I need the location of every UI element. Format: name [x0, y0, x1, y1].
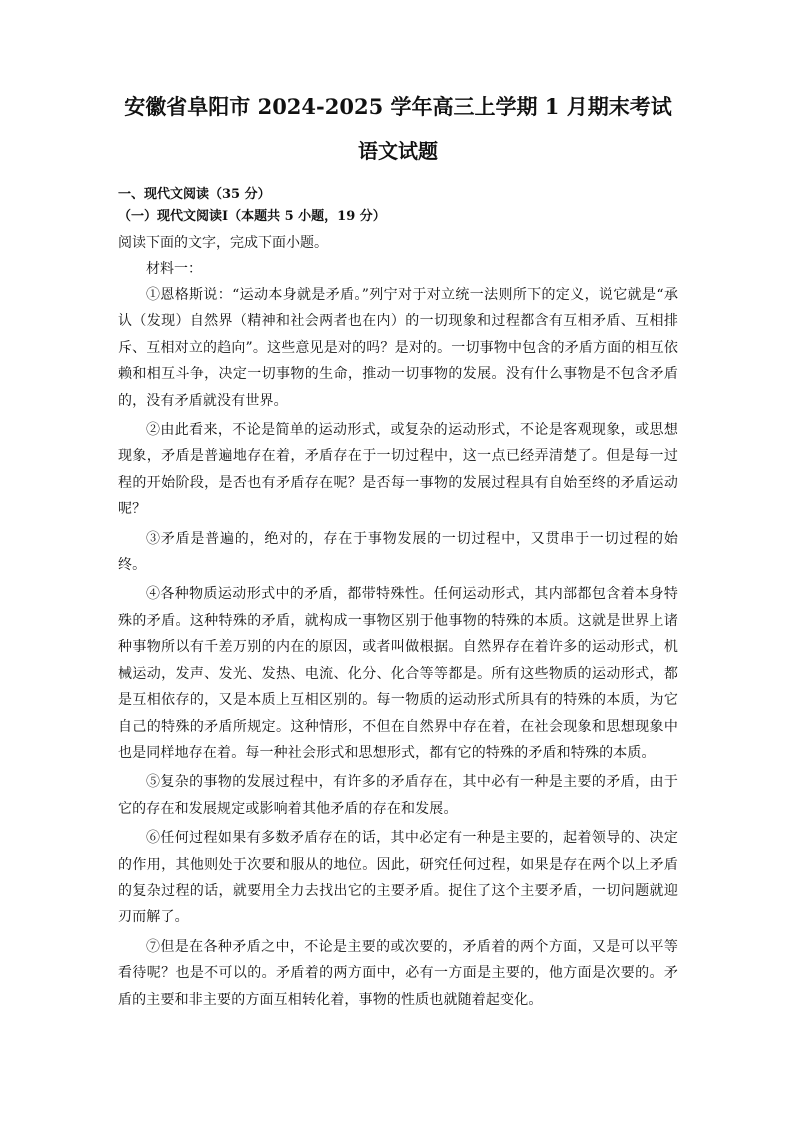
- subsection-heading: （一）现代文阅读Ⅰ（本题共 5 小题，19 分）: [118, 209, 386, 224]
- exam-subtitle: 语文试题: [358, 139, 438, 163]
- exam-page: [118, 92, 678, 1016]
- paragraph-1: ①恩格斯说：“运动本身就是矛盾。”列宁对于对立统一法则所下的定义，说它就是“承认（发现）自然界（精神和社会两者也在内）的一切现象和过程都含有互相矛盾、互相排斥、互相对立的趋向”。这些意见是对的吗？是对的。一切事物中包含的矛盾方面的相互依赖和相互斗争，决定一切事物的生命，推动一切事物的发展。没有什么事物是不包含矛盾的，没有矛盾就没有世界。: [118, 287, 678, 409]
- paragraph-3: ③矛盾是普遍的，绝对的，存在于事物发展的一切过程中，又贯串于一切过程的始终。: [118, 530, 678, 574]
- paragraph-2: ②由此看来，不论是简单的运动形式，或复杂的运动形式，不论是客观现象，或思想现象，矛盾是普遍地存在着，矛盾存在于一切过程中，这一点已经弄清楚了。但是每一过程的开始阶段，是否也有矛盾存在呢？是否每一事物的发展过程具有自始至终的矛盾运动呢？: [118, 422, 678, 518]
- reading-instruction: 阅读下面的文字，完成下面小题。: [118, 235, 328, 251]
- paragraph-5: ⑤复杂的事物的发展过程中，有许多的矛盾存在，其中必有一种是主要的矛盾，由于它的存在和发展规定或影响着其他矛盾的存在和发展。: [118, 774, 678, 817]
- exam-title: 安徽省阜阳市 2024-2025 学年高三上学期 1 月期末考试: [124, 94, 672, 119]
- paragraph-7: ⑦但是在各种矛盾之中，不论是主要的或次要的，矛盾着的两个方面，又是可以平等看待呢？也是不可以的。矛盾着的两方面中，必有一方面是主要的，他方面是次要的。矛盾的主要和非主要的方面互相转化着，事物的性质也就随着起变化。: [118, 938, 678, 1008]
- paragraph-4: ④各种物质运动形式中的矛盾，都带特殊性。任何运动形式，其内部都包含着本身特殊的矛盾。这种特殊的矛盾，就构成一事物区别于他事物的特殊的本质。这就是世界上诸种事物所以有千差万别的内在的原因，或者叫做根据。自然界存在着许多的运动形式，机械运动，发声、发光、发热、电流、化分、化合等等都是。所有这些物质的运动形式，都是互相依存的，又是本质上互相区别的。每一物质的运动形式所具有的特殊的本质，为它自己的特殊的矛盾所规定。这种情形，不但在自然界中存在着，在社会现象和思想现象中也是同样地存在着。每一种社会形式和思想形式，都有它的特殊的矛盾和特殊的本质。: [118, 586, 678, 761]
- paragraph-6: ⑥任何过程如果有多数矛盾存在的话，其中必定有一种是主要的，起着领导的、决定的作用，其他则处于次要和服从的地位。因此，研究任何过程，如果是存在两个以上矛盾的复杂过程的话，就要用全力去找出它的主要矛盾。捉住了这个主要矛盾，一切问题就迎刃而解了。: [118, 830, 678, 926]
- section-heading: 一、现代文阅读（35 分）: [118, 187, 271, 202]
- material-label: 材料一：: [146, 261, 202, 277]
